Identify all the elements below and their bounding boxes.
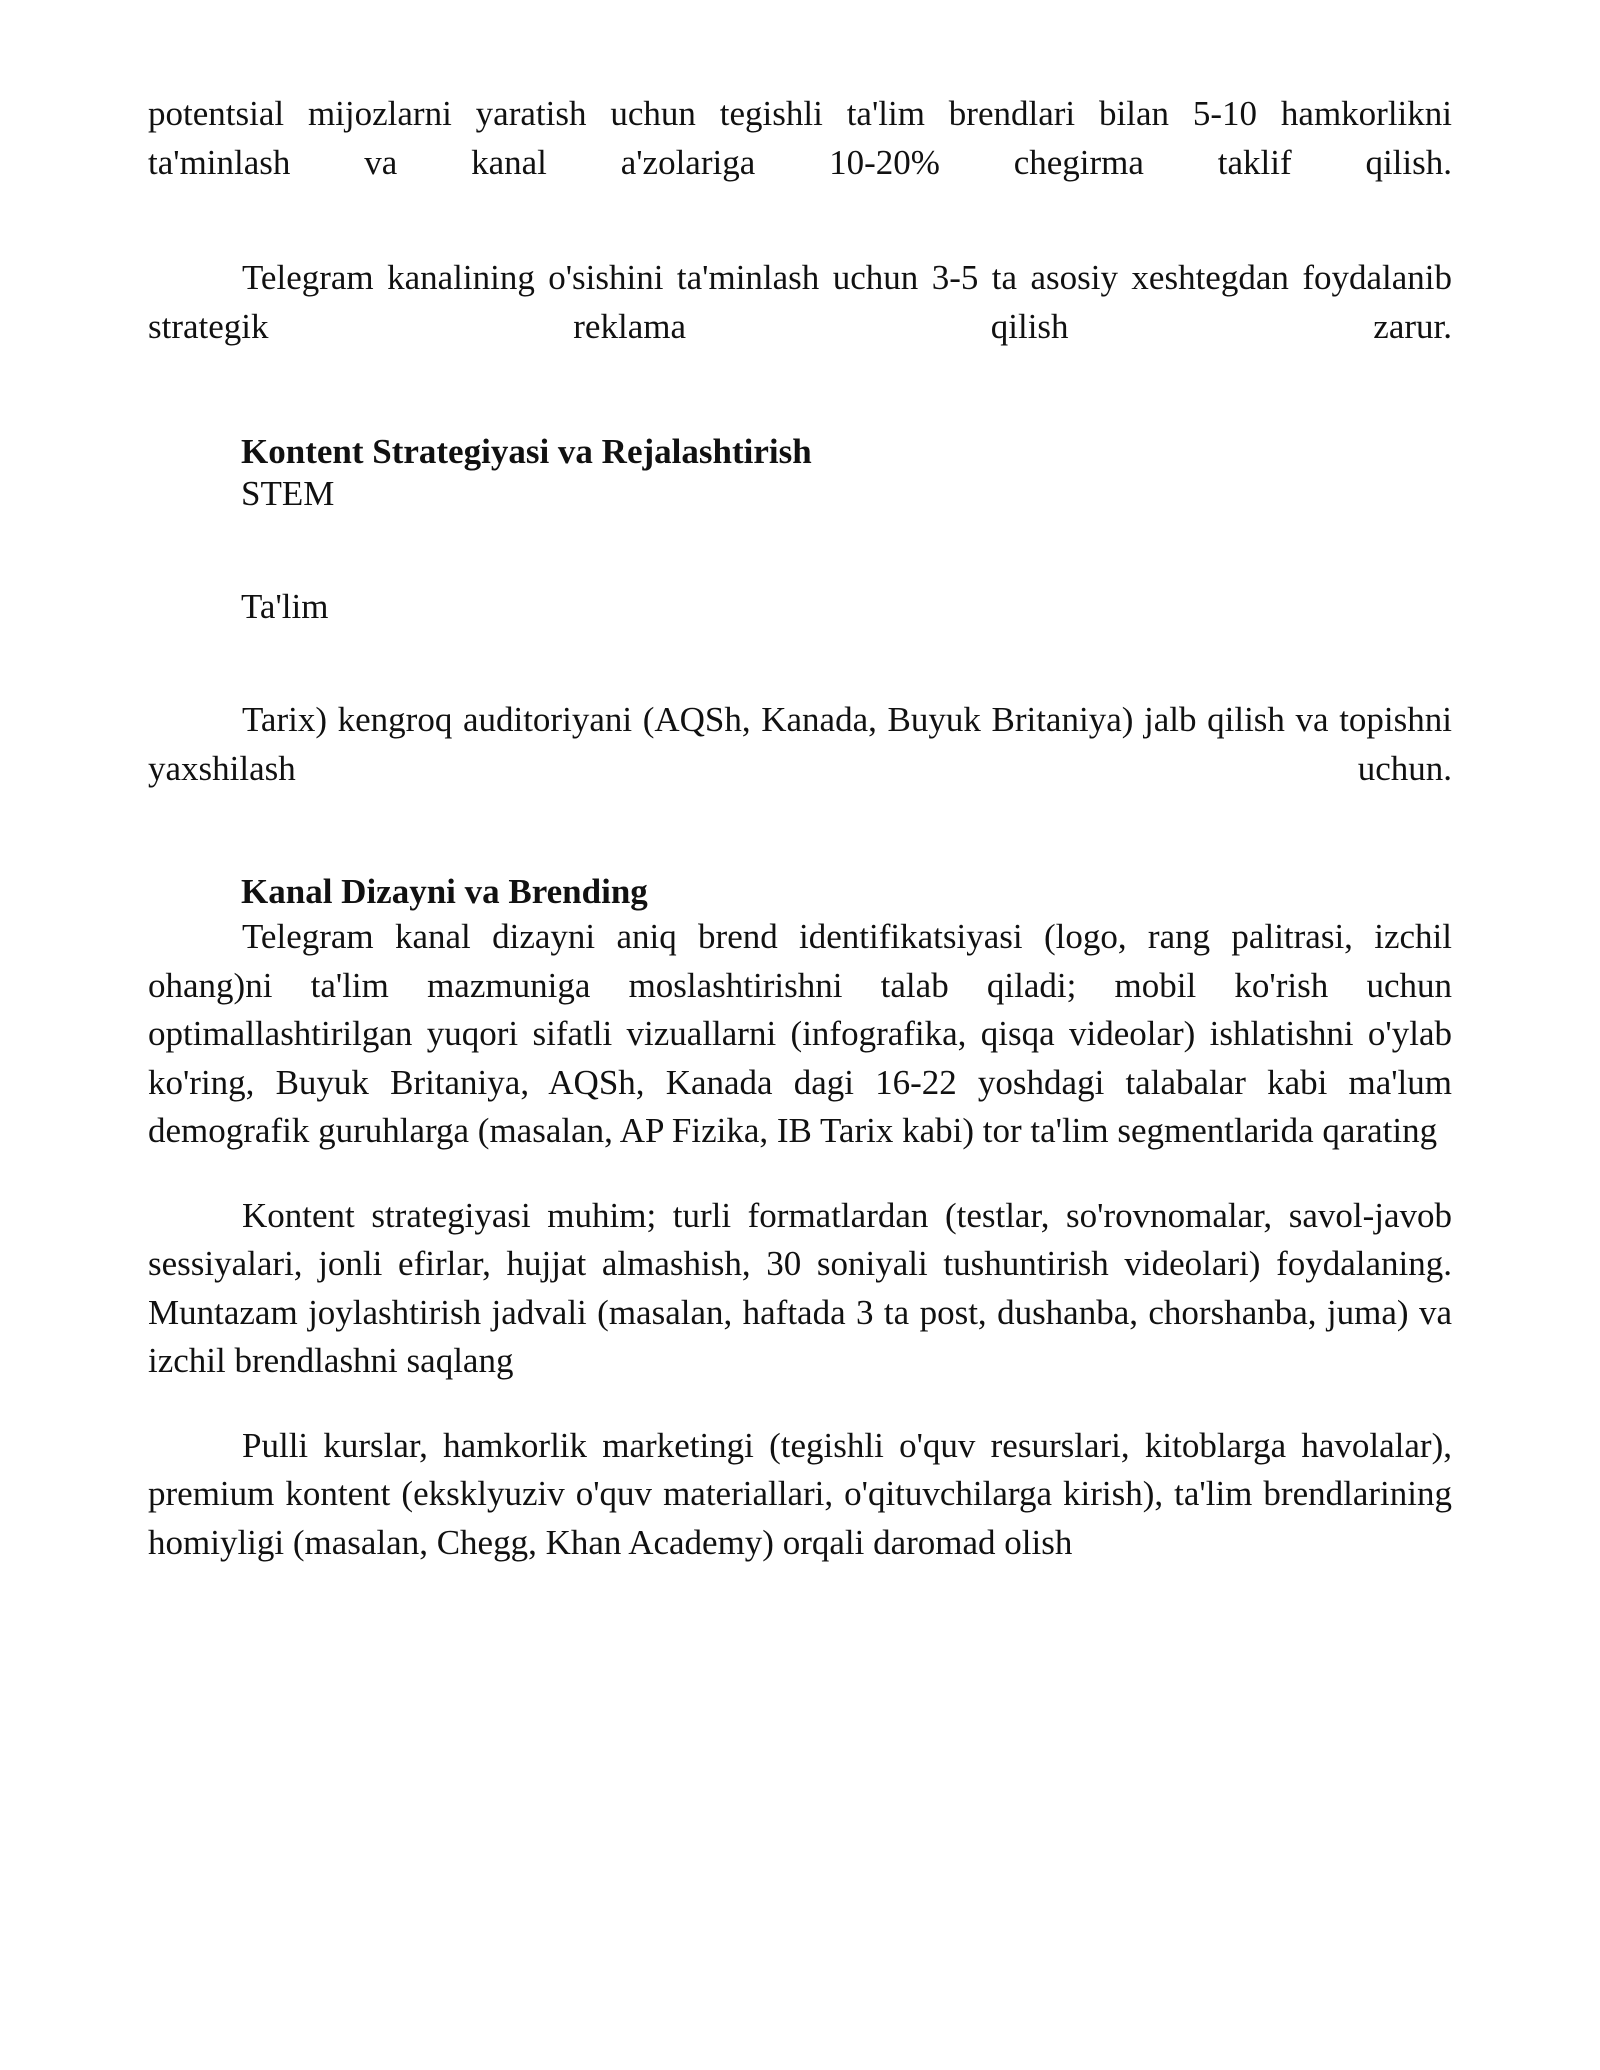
- heading-content-strategy: Kontent Strategiyasi va Rejalashtirish: [241, 432, 812, 471]
- paragraph-hashtag-advertising: Telegram kanalining o'sishini ta'minlash uchun 3-5 ta asosiy xeshtegdan foydalanib strategik reklama qilish zarur.: [148, 258, 1452, 346]
- paragraph-monetization: Pulli kurslar, hamkorlik marketingi (tegishli o'quv resurslari, kitoblarga havolalar), premium kontent (eksklyuziv o'quv materiallari, o'qituvchilarga kirish), ta'lim brendlarining homiyligi (masalan, Chegg, Khan Academy) orqali daromad olish: [148, 1425, 1452, 1562]
- heading-channel-design: Kanal Dizayni va Brending: [241, 872, 648, 911]
- paragraph-channel-design: Telegram kanal dizayni aniq brend identifikatsiyasi (logo, rang palitrasi, izchil ohang)ni ta'lim mazmuniga moslashtirishni talab qiladi; mobil ko'rish uchun optimallashtirilgan yuqori sifatli vizuallarni (infografika, qisqa videolar) ishlatishni o'ylab ko'ring, Buyuk Britaniya, AQSh, Kanada dagi 16-22 yoshdagi talabalar kabi ma'lum demografik guruhlarga (masalan, AP Fizika, IB Tarix kabi) tor ta'lim segmentlarida qarating: [148, 917, 1452, 1150]
- paragraph-partnerships: potentsial mijozlarni yaratish uchun tegishli ta'lim brendlari bilan 5-10 hamkorlikni ta'minlash va kanal a'zolariga 10-20% chegirma taklif qilish.: [148, 94, 1452, 182]
- document-page: [148, 90, 1452, 1567]
- paragraph-content-strategy: Kontent strategiyasi muhim; turli formatlardan (testlar, so'rovnomalar, savol-javob sessiyalari, jonli efirlar, hujjat almashish, 30 soniyali tushuntirish videolari) foydalaning. Muntazam joylashtirish jadvali (masalan, haftada 3 ta post, dushanba, chorshanba, juma) va izchil brendlashni saqlang: [148, 1195, 1452, 1380]
- label-stem: STEM: [241, 474, 335, 513]
- label-talim: Ta'lim: [241, 587, 329, 626]
- paragraph-audience: Tarix) kengroq auditoriyani (AQSh, Kanada, Buyuk Britaniya) jalb qilish va topishni yaxshilash uchun.: [148, 700, 1452, 788]
